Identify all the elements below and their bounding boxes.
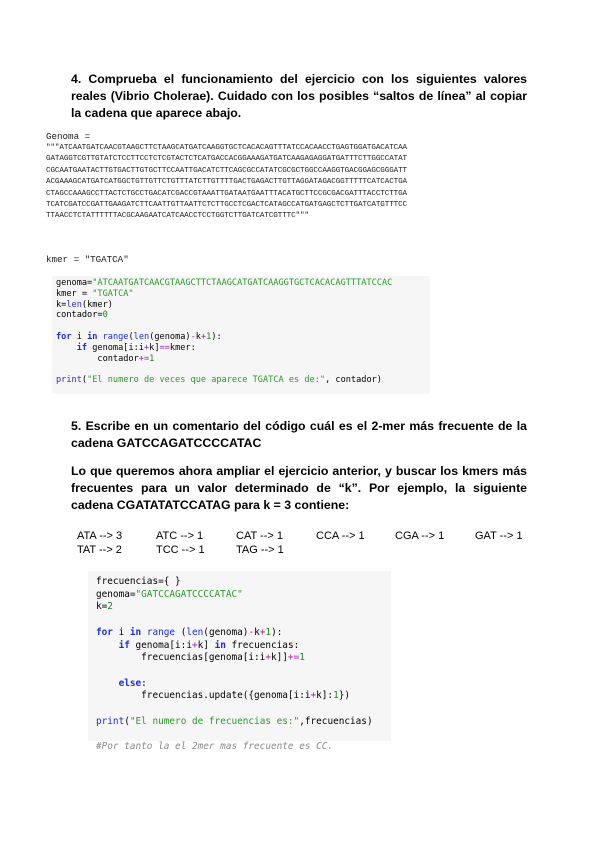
- genoma-string-2: "GATCCAGATCCCCATAC": [135, 588, 243, 600]
- code-block-kmer-count: genoma="ATCAATGATCAACGTAAGCTTCTAAGCATGATCAAGGTGCTCACACAGTTTATCCAC kmer = "TGATCA" k=len(kmer) contador=0 for i in range(len(genoma)-k+1): if genoma[i:i+k]==kmer: contador+=1 print("El numero de veces que aparece TGATCA es de:", contador): [52, 276, 430, 394]
- genome-sequence: [46, 143, 556, 223]
- code-block-frequencies: frecuencias={ } genoma="GATCCAGATCCCCATAC" k=2 for i in range (len(genoma)-k+1): if genoma[i:i+k] in frecuencias: frecuencias[genoma[i:i+k]]+=1 else: frecuencias.update({genoma[i:i+k]:1}) print("El numero de frecuencias es:",frecuencias) #Por tanto la el 2mer mas frecuente es CC.: [88, 571, 391, 741]
- kmer-count-item: TAT --> 2: [77, 544, 122, 556]
- genoma-string: "ATCAATGATCAACGTAAGCTTCTAAGCATGATCAAGGTGCTCACACAGTTTATCCAC: [92, 278, 393, 288]
- question-4: 4. Comprueba el funcionamiento del ejercicio con los siguientes valores reales (Vibrio Cholerae). Cuidado con los posibles “saltos de línea” al copiar la cadena que aparece abajo.: [71, 72, 527, 120]
- kmer-count-item: TAG --> 1: [236, 544, 284, 556]
- print-string-2: "El numero de frecuencias es:": [129, 715, 300, 727]
- question-5: 5. Escribe en un comentario del código cuál es el 2-mer más frecuente de la cadena GATCCAGATCCCCATAC: [71, 419, 527, 450]
- kmer-count-item: ATA --> 3: [77, 530, 123, 542]
- kmer-string: "TGATCA": [92, 288, 134, 299]
- print-string: "El numero de veces que aparece TGATCA es de:": [87, 375, 326, 386]
- sequence-line: CGCAATGAATACTTGTGACTTGTGCTTCCAATTGACATCTTCAGCGCCATATCGCGCTGGCCAAGGTGACGGAGCGGGATT: [46, 166, 408, 175]
- kmer-count-item: CGA --> 1: [395, 530, 445, 542]
- sequence-line: TTAACCTCTATTTTTTACGCAAGAATCATCAACCTCCTGGTCTTGATCATCGTTTC""": [46, 212, 309, 221]
- genome-label: Genoma =: [46, 131, 91, 142]
- kmer-explanation: Lo que queremos ahora ampliar el ejercicio anterior, y buscar los kmers más frecuentes para un valor determinado de “k”. Por ejemplo, la siguiente cadena CGATATATCCATAG para k = 3 contiene:: [71, 464, 527, 512]
- kmer-count-item: CAT --> 1: [236, 530, 283, 542]
- sequence-line: ACGAAAGCATGATCATGGCTGTTGTTCTGTTTATCTTGTTTTGACTGAGACTTGTTAGGATAGACGGTTTTTCATCACTGA: [46, 178, 408, 187]
- kmer-definition: kmer = "TGATCA": [46, 254, 129, 265]
- sequence-line: CTAGCCAAAGCCTTACTCTGCCTGACATCGACCGTAAATTGATAATGAATTTACATGCTTCCGCGACGATTTACCTCTTGA: [46, 189, 408, 198]
- sequence-line: GATAGGTCGTTGTATCTCCTTCCTCTCGTACTCTCATGACCACGGAAAGATGATCAAGAGAGGATGATTTCTTGGCCATAT: [46, 155, 408, 164]
- code-comment: #Por tanto la el 2mer mas frecuente es CC.: [96, 741, 334, 753]
- sequence-line: """ATCAATGATCAACGTAAGCTTCTAAGCATGATCAAGGTGCTCACACAGTTTATCCACAACCTGAGTGGATGACATCAA: [46, 144, 408, 152]
- kmer-count-item: TCC --> 1: [156, 544, 205, 556]
- sequence-line: TCATCGATCCGATTGAAGATCTTCAATTGTTAATTCTCTTGCCTCGACTCATAGCCATGATGAGCTCTTGATCATGTTTCC: [46, 201, 408, 210]
- kmer-count-item: ATC --> 1: [156, 530, 204, 542]
- kmer-count-item: CCA --> 1: [316, 530, 365, 542]
- kmer-count-item: GAT --> 1: [475, 530, 523, 542]
